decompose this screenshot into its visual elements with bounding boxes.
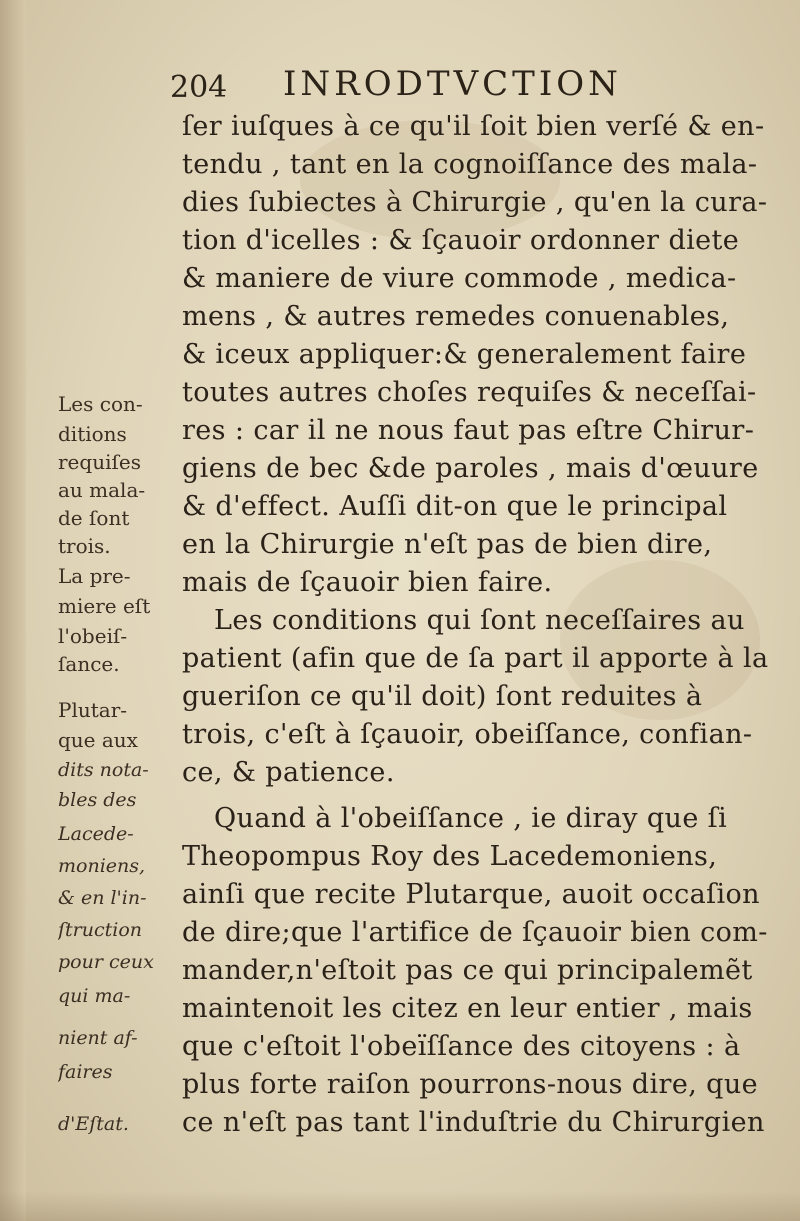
paragraph-start-line: Les conditions qui ſont neceſſaires au: [214, 605, 745, 636]
margin-note-line: l'obeiſ-: [58, 624, 128, 648]
margin-note-line: de ſont: [58, 506, 130, 530]
page-header: [170, 62, 710, 106]
text-line: tendu , tant en la cognoiſſance des mala-: [182, 149, 758, 180]
text-line: ce n'eſt pas tant l'induſtrie du Chirurgien: [182, 1107, 765, 1138]
margin-note-line: que aux: [58, 728, 138, 752]
text-line: patient (afin que de ſa part il apporte à la: [182, 643, 769, 674]
text-line: mens , & autres remedes conuenables,: [182, 301, 730, 332]
text-line: toutes autres choſes requiſes & neceſſai-: [182, 377, 757, 408]
paragraph-start-line: Quand à l'obeiſſance , ie diray que ſi: [214, 803, 728, 834]
text-line: mander,n'eſtoit pas ce qui principalemẽt: [182, 955, 753, 986]
margin-note-line: La pre-: [58, 564, 131, 588]
margin-note-line: ditions: [58, 422, 127, 446]
text-line: ce, & patience.: [182, 757, 395, 788]
text-line: dies ſubiectes à Chirurgie , qu'en la cura-: [182, 187, 768, 218]
running-head: INRODTVCTION: [283, 64, 622, 104]
text-line: giens de bec &de paroles , mais d'œuure: [182, 453, 759, 484]
margin-note-line: faires: [58, 1061, 113, 1083]
margin-note-line: requiſes: [58, 450, 141, 474]
text-line: & d'effect. Auſſi dit-on que le principal: [182, 491, 728, 522]
text-line: res : car il ne nous faut pas eſtre Chirur-: [182, 415, 755, 446]
margin-note-line: Les con-: [58, 392, 143, 416]
margin-note-line: au mala-: [58, 478, 146, 502]
margin-note-line: Lacede-: [58, 823, 134, 845]
margin-note-line: trois.: [58, 534, 111, 558]
text-line: plus forte raiſon pourrons-nous dire, que: [182, 1069, 759, 1100]
margin-note-line: moniens,: [58, 855, 146, 877]
margin-note-line: Plutar-: [58, 698, 128, 722]
text-line: de dire;que l'artifice de ſçauoir bien com-: [182, 917, 768, 948]
text-line: gueriſon ce qu'il doit) ſont reduites à: [182, 681, 703, 712]
margin-note-line: ſance.: [58, 652, 120, 676]
margin-note-line: & en l'in-: [58, 887, 147, 909]
text-line: tion d'icelles : & ſçauoir ordonner diete: [182, 225, 740, 256]
margin-note-line: miere eſt: [58, 594, 151, 618]
margin-note-line: pour ceux: [58, 951, 154, 973]
text-line: & iceux appliquer:& generalement faire: [182, 339, 747, 370]
margin-note-line: nient af-: [58, 1027, 138, 1049]
text-line: ſer iuſques à ce qu'il ſoit bien verſé & en-: [182, 111, 765, 142]
text-line: que c'eſtoit l'obeïſſance des citoyens : à: [182, 1031, 741, 1062]
text-line: ainſi que recite Plutarque, auoit occaſion: [182, 879, 760, 910]
text-line: trois, c'eſt à ſçauoir, obeiſſance, confian-: [182, 719, 753, 750]
text-line: en la Chirurgie n'eſt pas de bien dire,: [182, 529, 713, 560]
margin-note-line: qui ma-: [58, 985, 131, 1007]
text-line: & maniere de viure commode , medica-: [182, 263, 737, 294]
text-line: Theopompus Roy des Lacedemoniens,: [182, 841, 718, 872]
margin-note-line: d'Eſtat.: [58, 1113, 129, 1135]
margin-note-line: bles des: [58, 789, 137, 811]
text-line: mais de ſçauoir bien faire.: [182, 567, 553, 598]
page-number: 204: [170, 70, 228, 105]
margin-note-line: dits nota-: [58, 759, 149, 781]
margin-note-line: ſtruction: [58, 919, 143, 941]
text-line: maintenoit les citez en leur entier , mais: [182, 993, 753, 1024]
